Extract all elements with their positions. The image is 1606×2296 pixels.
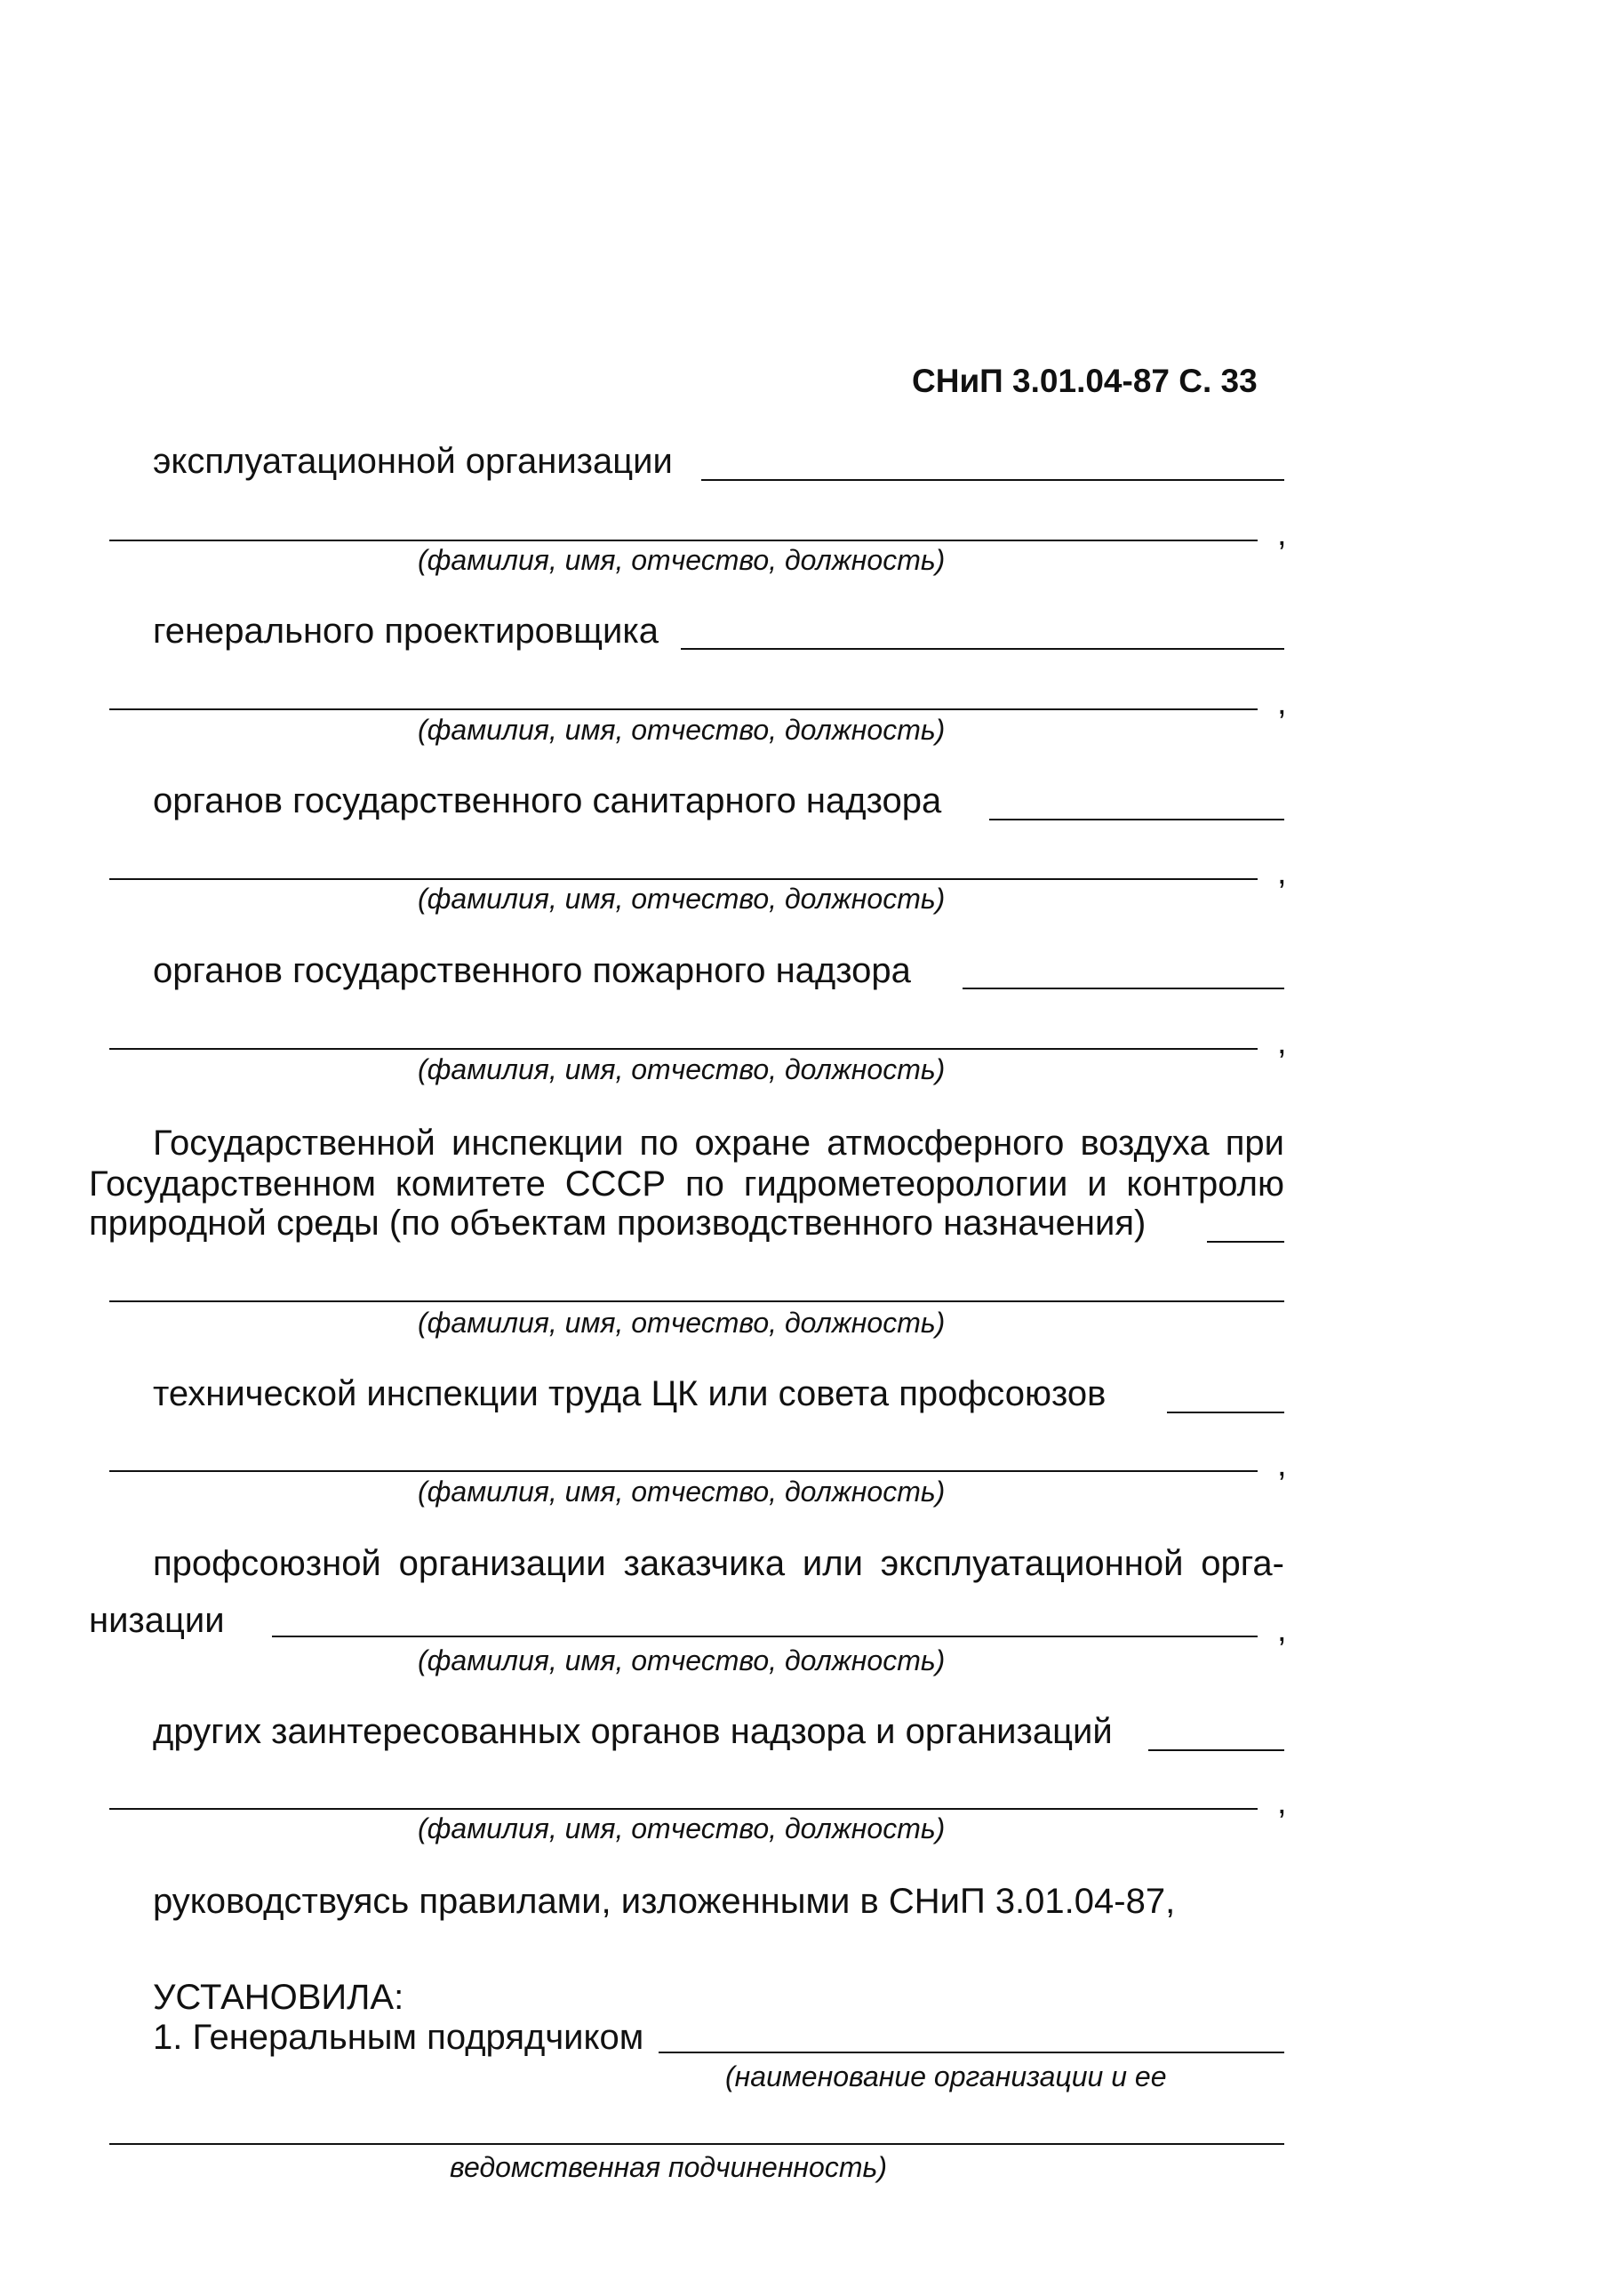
trade-union-name-field[interactable] [272,1636,1258,1637]
operating-org-caption: (фамилия, имя, отчество, должность) [418,544,946,576]
air-inspection-name-field[interactable] [109,1300,1284,1302]
others-label: других заинтересованных органов надзора и организаций [153,1712,1113,1751]
labor-inspection-caption: (фамилия, имя, отчество, должность) [418,1476,946,1508]
air-inspection-line-2: Государственном комитете СССР по гидрометеорологии и контролю [89,1164,1284,1204]
guided-by-text: руководствуясь правилами, изложенными в СНиП 3.01.04-87, [153,1882,1176,1921]
general-contractor-subordination-field[interactable] [109,2143,1284,2145]
labor-inspection-name-field[interactable] [109,1470,1258,1472]
comma: , [1277,854,1287,892]
labor-inspection-label: технической инспекции труда ЦК или совета профсоюзов [153,1374,1107,1413]
page-header: СНиП 3.01.04-87 С. 33 [912,363,1258,399]
trade-union-line-1: профсоюзной организации заказчика или эксплуатационной орга- [153,1544,1284,1583]
air-inspection-line-3: природной среды (по объектам производственного назначения) [89,1204,1147,1243]
air-inspection-caption: (фамилия, имя, отчество, должность) [418,1307,946,1339]
fire-caption: (фамилия, имя, отчество, должность) [418,1053,946,1085]
established-heading: УСТАНОВИЛА: [153,1978,404,2017]
general-contractor-label: 1. Генеральным подрядчиком [153,2018,644,2057]
air-inspection-field[interactable] [1207,1241,1284,1243]
comma: , [1277,684,1287,722]
trade-union-line-2: низации [89,1601,225,1640]
others-name-field[interactable] [109,1808,1258,1810]
sanitary-name-field[interactable] [109,878,1258,880]
sanitary-field[interactable] [989,819,1284,820]
others-field[interactable] [1148,1749,1284,1751]
fire-field[interactable] [963,988,1284,989]
comma: , [1277,1024,1287,1061]
general-designer-caption: (фамилия, имя, отчество, должность) [418,714,946,746]
air-inspection-line-1: Государственной инспекции по охране атмосферного воздуха при [153,1124,1284,1163]
trade-union-caption: (фамилия, имя, отчество, должность) [418,1644,946,1676]
general-designer-name-field[interactable] [109,708,1258,710]
general-designer-field[interactable] [681,648,1284,650]
labor-inspection-field[interactable] [1167,1412,1284,1413]
sanitary-label: органов государственного санитарного надзора [153,781,942,820]
operating-org-field[interactable] [701,479,1284,481]
fire-label: органов государственного пожарного надзора [153,951,911,990]
fire-name-field[interactable] [109,1048,1258,1050]
comma: , [1277,1446,1287,1484]
comma: , [1277,1784,1287,1821]
general-contractor-caption-a: (наименование организации и ее [725,2060,1167,2092]
sanitary-caption: (фамилия, имя, отчество, должность) [418,883,946,915]
comma: , [1277,1612,1287,1649]
others-caption: (фамилия, имя, отчество, должность) [418,1812,946,1844]
general-designer-label: генерального проектировщика [153,612,659,651]
operating-org-name-field[interactable] [109,540,1258,541]
general-contractor-caption-b: ведомственная подчиненность) [450,2151,887,2183]
operating-org-label: эксплуатационной организации [153,442,673,481]
general-contractor-field[interactable] [659,2052,1284,2053]
comma: , [1277,516,1287,553]
